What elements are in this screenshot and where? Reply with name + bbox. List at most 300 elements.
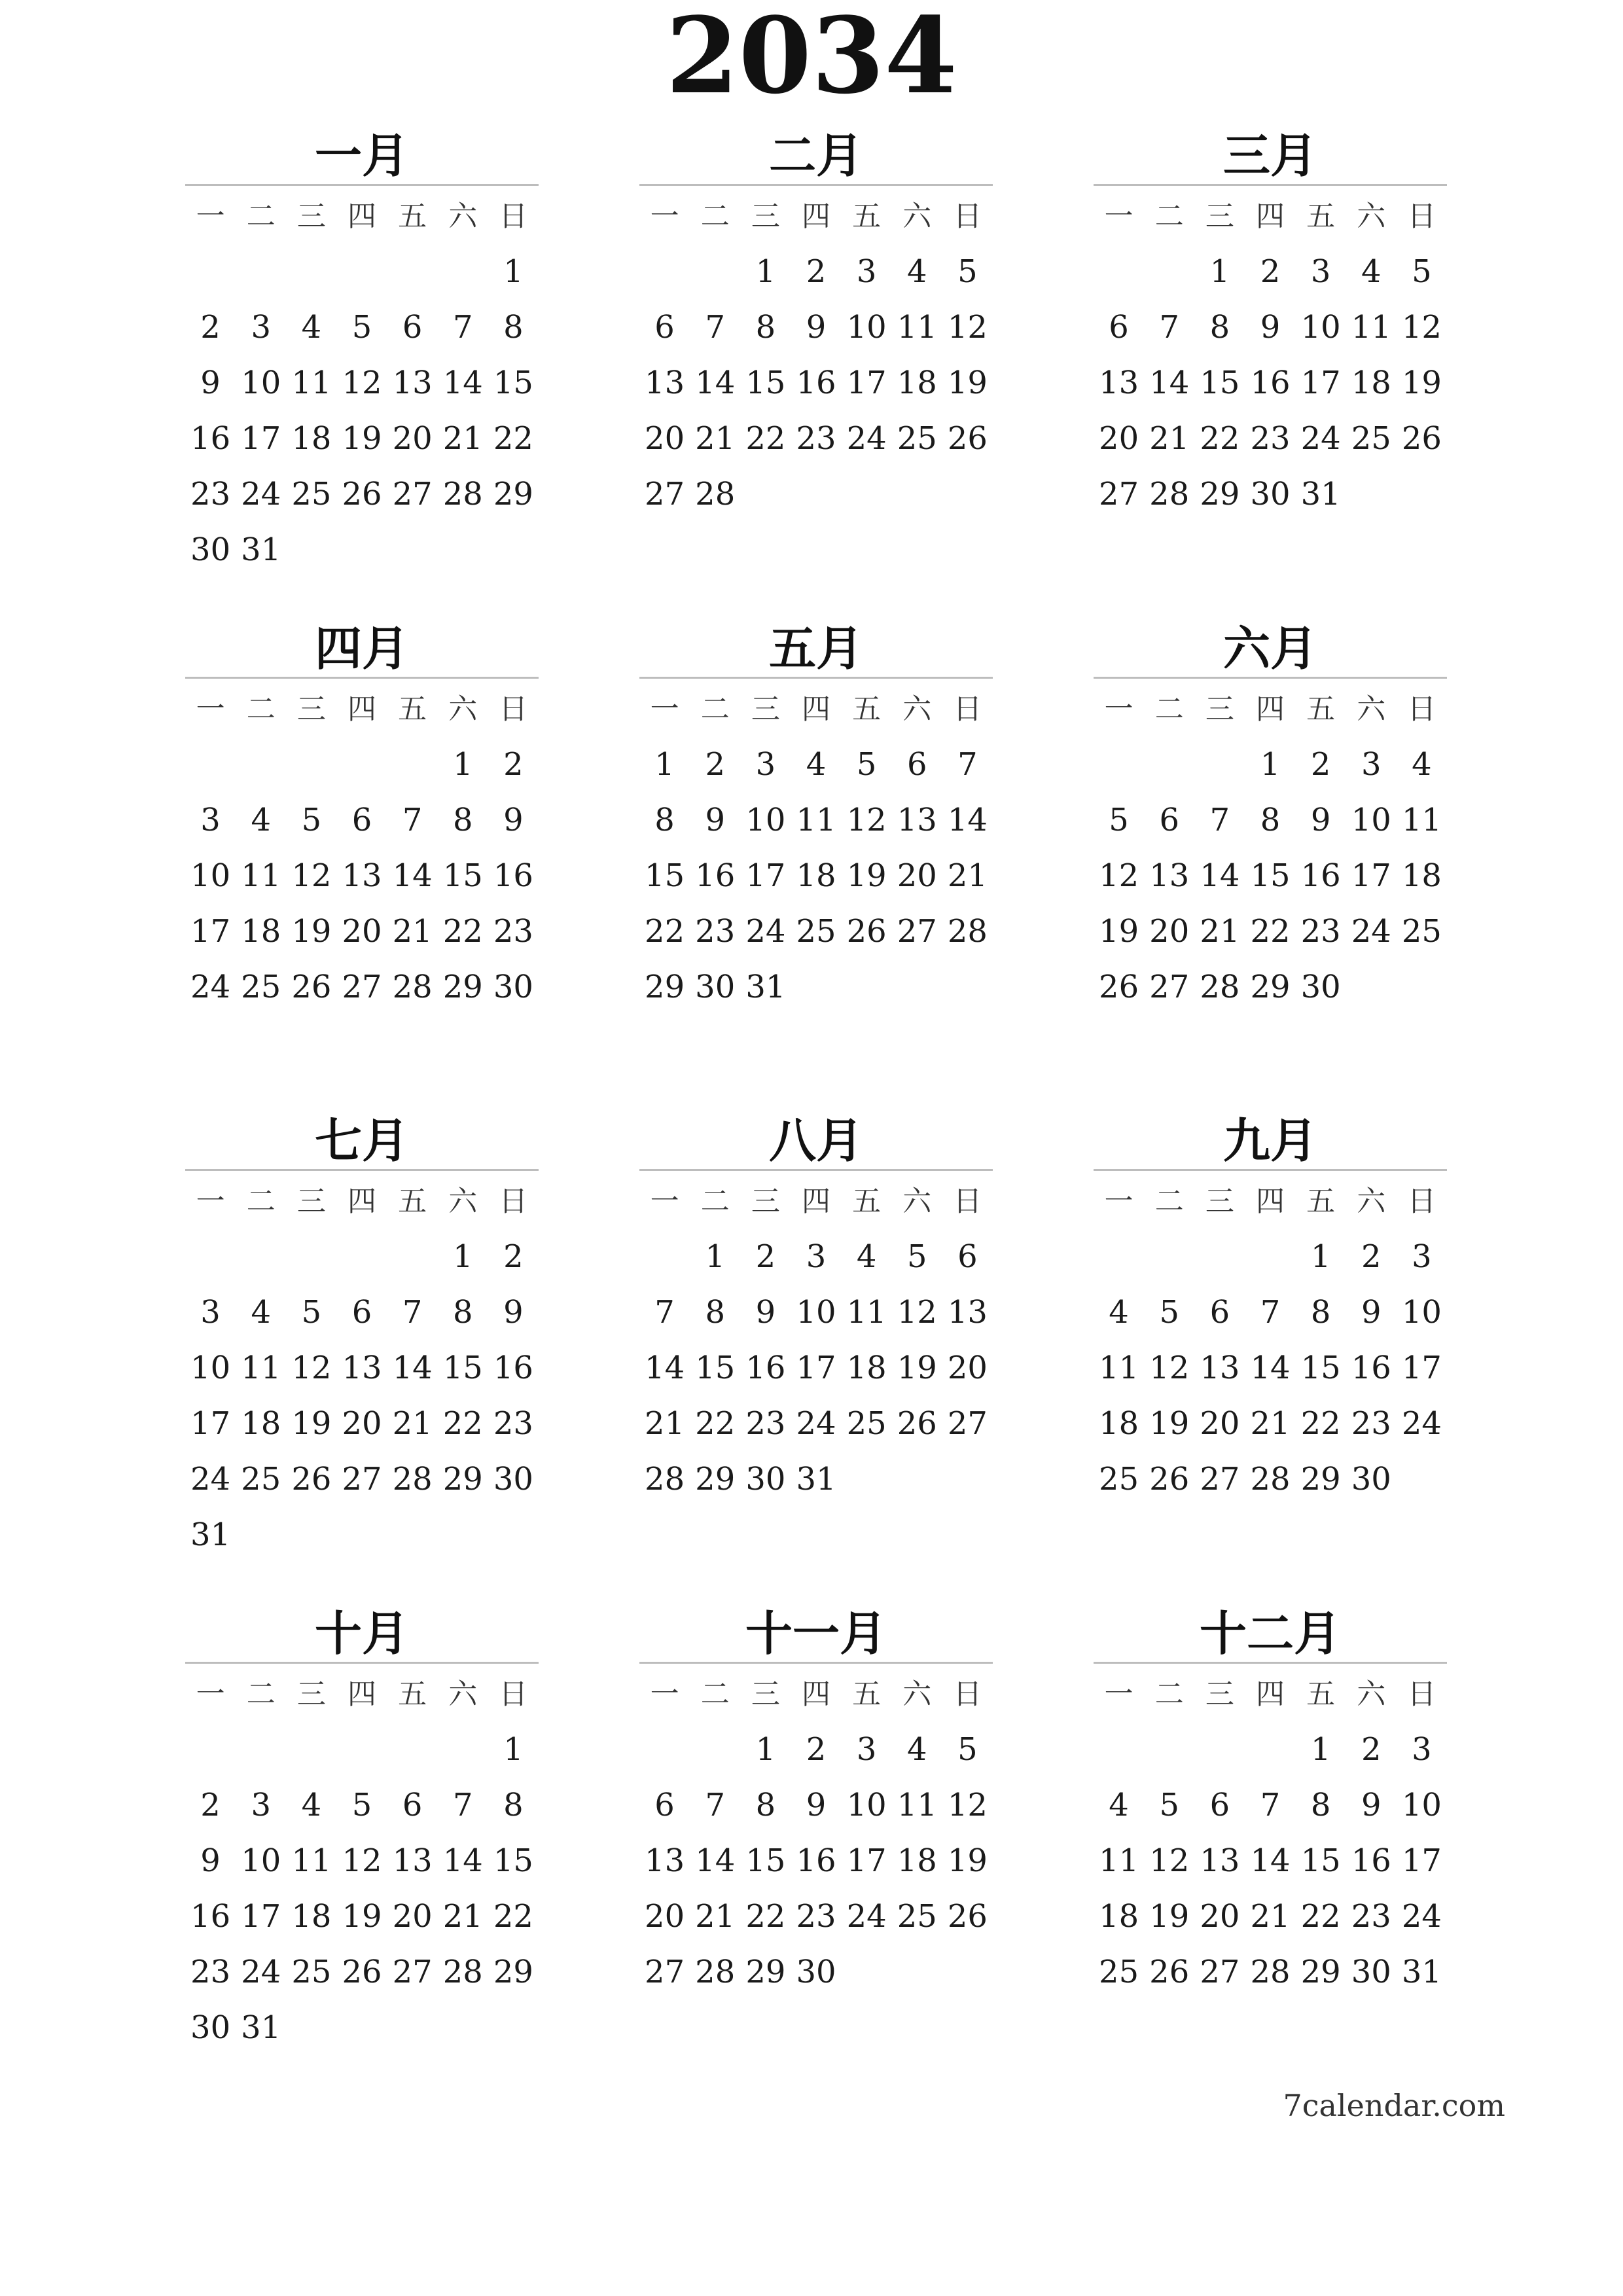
day-cell: 18 (291, 1898, 332, 1935)
weekday-header: 五 (1306, 1677, 1336, 1711)
day-cell: 12 (1099, 857, 1139, 894)
day-cell: 1 (453, 1238, 473, 1275)
day-cell: 23 (695, 913, 736, 950)
day-cell: 16 (190, 1898, 231, 1935)
day-cell: 15 (645, 857, 685, 894)
day-cell: 21 (392, 1405, 433, 1442)
month-block (639, 1113, 993, 1507)
day-cell: 24 (1401, 1898, 1442, 1935)
day-cell: 31 (241, 531, 281, 568)
weekday-header: 五 (1306, 1185, 1336, 1218)
day-cell: 6 (654, 1787, 675, 1823)
day-cell: 25 (897, 420, 937, 457)
weekday-header: 一 (1104, 1185, 1133, 1218)
day-cell: 23 (1250, 420, 1291, 457)
day-cell: 4 (251, 802, 271, 838)
day-cell: 29 (493, 476, 533, 512)
day-cell: 14 (1250, 1842, 1291, 1879)
month-block (1094, 1113, 1447, 1507)
day-cell: 30 (493, 1461, 533, 1498)
day-cell: 11 (291, 365, 332, 401)
day-cell: 1 (503, 1731, 524, 1768)
weekday-header: 一 (196, 200, 225, 233)
weekday-header: 二 (1154, 692, 1184, 726)
weekday-header: 二 (246, 200, 276, 233)
day-cell: 6 (402, 1787, 423, 1823)
day-cell: 18 (1351, 365, 1391, 401)
day-cell: 5 (301, 802, 322, 838)
month-block (1094, 128, 1447, 522)
day-cell: 28 (442, 1954, 483, 1990)
day-cell: 14 (392, 1350, 433, 1386)
day-cell: 25 (241, 969, 281, 1005)
day-cell: 27 (947, 1405, 988, 1442)
weekday-header: 一 (1104, 1677, 1133, 1711)
day-grid (639, 681, 993, 1015)
day-cell: 23 (1351, 1405, 1391, 1442)
day-cell: 12 (342, 1842, 382, 1879)
weekday-header: 三 (751, 1677, 780, 1711)
day-cell: 17 (846, 1842, 887, 1879)
day-cell: 16 (190, 420, 231, 457)
day-cell: 4 (251, 1294, 271, 1331)
weekday-header: 五 (398, 692, 427, 726)
day-cell: 9 (705, 802, 725, 838)
day-cell: 29 (695, 1461, 736, 1498)
day-cell: 28 (695, 476, 736, 512)
day-cell: 22 (442, 913, 483, 950)
day-cell: 28 (392, 969, 433, 1005)
day-grid (639, 1174, 993, 1507)
day-cell: 6 (654, 309, 675, 346)
day-cell: 27 (342, 1461, 382, 1498)
weekday-header: 四 (1255, 692, 1285, 726)
day-cell: 19 (897, 1350, 937, 1386)
day-cell: 14 (442, 1842, 483, 1879)
day-cell: 19 (1401, 365, 1442, 401)
day-cell: 8 (654, 802, 675, 838)
month-divider (639, 677, 993, 679)
day-cell: 25 (796, 913, 836, 950)
weekday-header: 三 (751, 1185, 780, 1218)
day-cell: 30 (1351, 1954, 1391, 1990)
day-cell: 12 (291, 857, 332, 894)
day-cell: 6 (957, 1238, 978, 1275)
day-cell: 24 (1300, 420, 1341, 457)
day-cell: 9 (503, 802, 524, 838)
weekday-header: 二 (700, 1677, 730, 1711)
day-cell: 19 (291, 1405, 332, 1442)
day-cell: 22 (1200, 420, 1240, 457)
day-cell: 30 (493, 969, 533, 1005)
day-cell: 13 (1200, 1842, 1240, 1879)
day-cell: 10 (241, 365, 281, 401)
month-divider (1094, 677, 1447, 679)
weekday-header: 日 (499, 1677, 528, 1711)
day-cell: 28 (1200, 969, 1240, 1005)
day-cell: 27 (1200, 1461, 1240, 1498)
day-cell: 22 (442, 1405, 483, 1442)
day-cell: 25 (241, 1461, 281, 1498)
day-cell: 15 (1200, 365, 1240, 401)
day-cell: 19 (342, 420, 382, 457)
day-cell: 7 (1260, 1294, 1281, 1331)
day-cell: 5 (351, 309, 372, 346)
day-cell: 24 (745, 913, 786, 950)
day-cell: 9 (1260, 309, 1281, 346)
day-cell: 4 (1361, 253, 1382, 290)
day-cell: 8 (503, 309, 524, 346)
month-divider (1094, 184, 1447, 186)
day-cell: 5 (1159, 1294, 1179, 1331)
day-cell: 13 (1099, 365, 1139, 401)
day-cell: 21 (645, 1405, 685, 1442)
weekday-header: 三 (751, 200, 780, 233)
day-cell: 6 (1109, 309, 1129, 346)
weekday-header: 一 (650, 1185, 679, 1218)
month-name: 五月 (768, 620, 863, 676)
day-cell: 19 (342, 1898, 382, 1935)
weekday-header: 六 (448, 200, 478, 233)
day-cell: 29 (745, 1954, 786, 1990)
weekday-header: 一 (650, 692, 679, 726)
day-cell: 31 (190, 1516, 231, 1553)
day-cell: 2 (1361, 1731, 1382, 1768)
weekday-header: 日 (953, 1185, 982, 1218)
day-cell: 10 (1300, 309, 1341, 346)
day-cell: 10 (190, 857, 231, 894)
day-cell: 11 (897, 309, 937, 346)
day-cell: 23 (190, 1954, 231, 1990)
weekday-header: 五 (852, 692, 882, 726)
weekday-header: 三 (296, 200, 326, 233)
day-cell: 4 (856, 1238, 877, 1275)
day-cell: 21 (442, 1898, 483, 1935)
weekday-header: 六 (902, 200, 932, 233)
day-cell: 18 (241, 913, 281, 950)
day-cell: 24 (1351, 913, 1391, 950)
day-grid (185, 188, 539, 578)
month-name: 八月 (768, 1113, 863, 1168)
day-cell: 15 (493, 365, 533, 401)
weekday-header: 四 (347, 1677, 376, 1711)
day-cell: 18 (1099, 1898, 1139, 1935)
day-cell: 20 (897, 857, 937, 894)
day-cell: 2 (705, 746, 725, 783)
day-cell: 30 (190, 2009, 231, 2046)
weekday-header: 五 (398, 1677, 427, 1711)
weekday-header: 五 (398, 200, 427, 233)
day-cell: 26 (1401, 420, 1442, 457)
day-cell: 13 (342, 857, 382, 894)
day-cell: 30 (796, 1954, 836, 1990)
day-cell: 23 (493, 913, 533, 950)
day-cell: 16 (745, 1350, 786, 1386)
day-cell: 18 (1099, 1405, 1139, 1442)
day-cell: 11 (897, 1787, 937, 1823)
month-divider (185, 677, 539, 679)
weekday-header: 三 (1205, 1677, 1234, 1711)
day-cell: 10 (846, 1787, 887, 1823)
month-divider (639, 1662, 993, 1664)
day-cell: 16 (796, 1842, 836, 1879)
day-cell: 13 (645, 1842, 685, 1879)
day-grid (185, 1666, 539, 2056)
day-cell: 26 (1099, 969, 1139, 1005)
month-divider (185, 1662, 539, 1664)
month-name: 十月 (314, 1605, 409, 1661)
day-cell: 2 (1310, 746, 1331, 783)
day-cell: 24 (190, 1461, 231, 1498)
month-divider (1094, 1169, 1447, 1171)
day-grid (1094, 681, 1447, 1015)
day-cell: 3 (200, 1294, 221, 1331)
day-cell: 21 (392, 913, 433, 950)
weekday-header: 四 (801, 692, 830, 726)
weekday-header: 三 (1205, 1185, 1234, 1218)
day-cell: 20 (1200, 1898, 1240, 1935)
day-cell: 26 (947, 420, 988, 457)
day-cell: 17 (1401, 1350, 1442, 1386)
day-cell: 15 (745, 1842, 786, 1879)
day-cell: 17 (241, 1898, 281, 1935)
day-cell: 18 (897, 1842, 937, 1879)
day-cell: 13 (342, 1350, 382, 1386)
day-cell: 31 (1300, 476, 1341, 512)
day-cell: 15 (1300, 1350, 1341, 1386)
day-cell: 1 (705, 1238, 725, 1275)
day-cell: 5 (1109, 802, 1129, 838)
day-cell: 7 (654, 1294, 675, 1331)
day-cell: 16 (796, 365, 836, 401)
day-cell: 27 (645, 476, 685, 512)
day-cell: 6 (1159, 802, 1179, 838)
day-cell: 26 (897, 1405, 937, 1442)
month-block (185, 620, 539, 1015)
day-cell: 26 (291, 969, 332, 1005)
day-cell: 25 (1351, 420, 1391, 457)
weekday-header: 日 (1407, 1185, 1436, 1218)
day-cell: 27 (1200, 1954, 1240, 1990)
day-cell: 8 (453, 1294, 473, 1331)
weekday-header: 四 (1255, 1677, 1285, 1711)
year-title: 2034 (666, 0, 957, 117)
day-cell: 27 (1099, 476, 1139, 512)
day-cell: 19 (291, 913, 332, 950)
day-cell: 11 (1401, 802, 1442, 838)
day-cell: 29 (442, 1461, 483, 1498)
day-cell: 13 (1149, 857, 1190, 894)
day-cell: 12 (947, 309, 988, 346)
weekday-header: 六 (902, 1185, 932, 1218)
day-cell: 13 (392, 1842, 433, 1879)
day-cell: 20 (342, 1405, 382, 1442)
month-name: 七月 (314, 1113, 409, 1168)
day-cell: 18 (796, 857, 836, 894)
weekday-header: 二 (700, 200, 730, 233)
day-cell: 25 (291, 1954, 332, 1990)
month-name: 六月 (1222, 620, 1317, 676)
day-cell: 28 (1250, 1954, 1291, 1990)
day-cell: 30 (745, 1461, 786, 1498)
weekday-header: 二 (246, 1185, 276, 1218)
day-cell: 4 (1412, 746, 1432, 783)
day-cell: 16 (493, 857, 533, 894)
day-cell: 1 (654, 746, 675, 783)
day-cell: 24 (241, 476, 281, 512)
day-cell: 21 (695, 420, 736, 457)
day-cell: 11 (1099, 1350, 1139, 1386)
day-cell: 31 (796, 1461, 836, 1498)
weekday-header: 六 (902, 1677, 932, 1711)
day-cell: 1 (1260, 746, 1281, 783)
day-cell: 5 (351, 1787, 372, 1823)
weekday-header: 四 (1255, 200, 1285, 233)
day-cell: 12 (1401, 309, 1442, 346)
weekday-header: 六 (1357, 200, 1386, 233)
day-cell: 8 (755, 1787, 776, 1823)
weekday-header: 二 (700, 1185, 730, 1218)
day-cell: 25 (1099, 1461, 1139, 1498)
day-cell: 6 (402, 309, 423, 346)
day-cell: 14 (1149, 365, 1190, 401)
day-cell: 10 (1401, 1294, 1442, 1331)
month-block (185, 128, 539, 578)
day-cell: 7 (402, 802, 423, 838)
day-cell: 6 (1209, 1294, 1230, 1331)
day-cell: 8 (1260, 802, 1281, 838)
day-cell: 29 (645, 969, 685, 1005)
weekday-header: 五 (852, 1677, 882, 1711)
month-name: 十一月 (745, 1605, 887, 1661)
day-cell: 27 (645, 1954, 685, 1990)
day-cell: 9 (755, 1294, 776, 1331)
day-cell: 6 (1209, 1787, 1230, 1823)
day-cell: 19 (1149, 1898, 1190, 1935)
day-cell: 20 (1149, 913, 1190, 950)
day-cell: 3 (1361, 746, 1382, 783)
weekday-header: 五 (1306, 200, 1336, 233)
day-cell: 3 (1310, 253, 1331, 290)
day-cell: 12 (1149, 1842, 1190, 1879)
day-cell: 9 (1310, 802, 1331, 838)
day-cell: 3 (755, 746, 776, 783)
day-cell: 18 (241, 1405, 281, 1442)
day-cell: 3 (856, 1731, 877, 1768)
day-cell: 9 (503, 1294, 524, 1331)
weekday-header: 二 (246, 692, 276, 726)
weekday-header: 二 (1154, 1677, 1184, 1711)
month-block (639, 128, 993, 522)
day-grid (1094, 1174, 1447, 1507)
day-cell: 15 (442, 1350, 483, 1386)
weekday-header: 五 (852, 1185, 882, 1218)
month-block (185, 1113, 539, 1563)
day-cell: 11 (1099, 1842, 1139, 1879)
day-cell: 29 (1200, 476, 1240, 512)
month-name: 一月 (314, 128, 409, 183)
month-divider (185, 1169, 539, 1171)
day-cell: 18 (846, 1350, 887, 1386)
day-cell: 23 (493, 1405, 533, 1442)
day-cell: 15 (442, 857, 483, 894)
day-cell: 10 (190, 1350, 231, 1386)
day-cell: 12 (1149, 1350, 1190, 1386)
day-cell: 9 (806, 1787, 827, 1823)
day-cell: 25 (1099, 1954, 1139, 1990)
day-cell: 20 (947, 1350, 988, 1386)
day-cell: 21 (1200, 913, 1240, 950)
weekday-header: 日 (499, 692, 528, 726)
weekday-header: 三 (1205, 692, 1234, 726)
weekday-header: 一 (196, 1677, 225, 1711)
day-cell: 4 (907, 1731, 927, 1768)
weekday-header: 三 (296, 1677, 326, 1711)
weekday-header: 一 (650, 1677, 679, 1711)
day-cell: 6 (907, 746, 927, 783)
day-cell: 14 (695, 1842, 736, 1879)
day-grid (185, 681, 539, 1015)
day-cell: 24 (846, 420, 887, 457)
day-cell: 22 (745, 1898, 786, 1935)
weekday-header: 日 (953, 692, 982, 726)
day-cell: 7 (453, 309, 473, 346)
day-cell: 6 (351, 1294, 372, 1331)
day-cell: 3 (856, 253, 877, 290)
day-cell: 26 (947, 1898, 988, 1935)
day-cell: 3 (1412, 1731, 1432, 1768)
day-cell: 15 (1300, 1842, 1341, 1879)
day-cell: 11 (796, 802, 836, 838)
day-cell: 20 (392, 1898, 433, 1935)
day-cell: 1 (503, 253, 524, 290)
day-cell: 24 (796, 1405, 836, 1442)
day-cell: 15 (1250, 857, 1291, 894)
day-cell: 16 (695, 857, 736, 894)
day-cell: 23 (796, 420, 836, 457)
day-cell: 8 (1310, 1294, 1331, 1331)
day-cell: 29 (1300, 1954, 1341, 1990)
day-cell: 24 (846, 1898, 887, 1935)
day-cell: 12 (846, 802, 887, 838)
day-cell: 2 (755, 1238, 776, 1275)
day-cell: 15 (695, 1350, 736, 1386)
day-cell: 7 (1260, 1787, 1281, 1823)
day-cell: 21 (1250, 1898, 1291, 1935)
day-cell: 9 (806, 309, 827, 346)
weekday-header: 二 (1154, 1185, 1184, 1218)
weekday-header: 日 (1407, 1677, 1436, 1711)
day-cell: 8 (1209, 309, 1230, 346)
day-grid (185, 1174, 539, 1563)
weekday-header: 六 (902, 692, 932, 726)
day-cell: 2 (200, 309, 221, 346)
day-cell: 9 (1361, 1294, 1382, 1331)
weekday-header: 日 (1407, 200, 1436, 233)
day-cell: 20 (1200, 1405, 1240, 1442)
day-cell: 26 (291, 1461, 332, 1498)
day-cell: 16 (1351, 1350, 1391, 1386)
day-cell: 18 (1401, 857, 1442, 894)
day-cell: 25 (1401, 913, 1442, 950)
day-cell: 4 (907, 253, 927, 290)
day-cell: 20 (645, 1898, 685, 1935)
day-cell: 28 (392, 1461, 433, 1498)
day-cell: 15 (745, 365, 786, 401)
day-cell: 23 (1351, 1898, 1391, 1935)
day-cell: 31 (745, 969, 786, 1005)
day-grid (1094, 188, 1447, 522)
